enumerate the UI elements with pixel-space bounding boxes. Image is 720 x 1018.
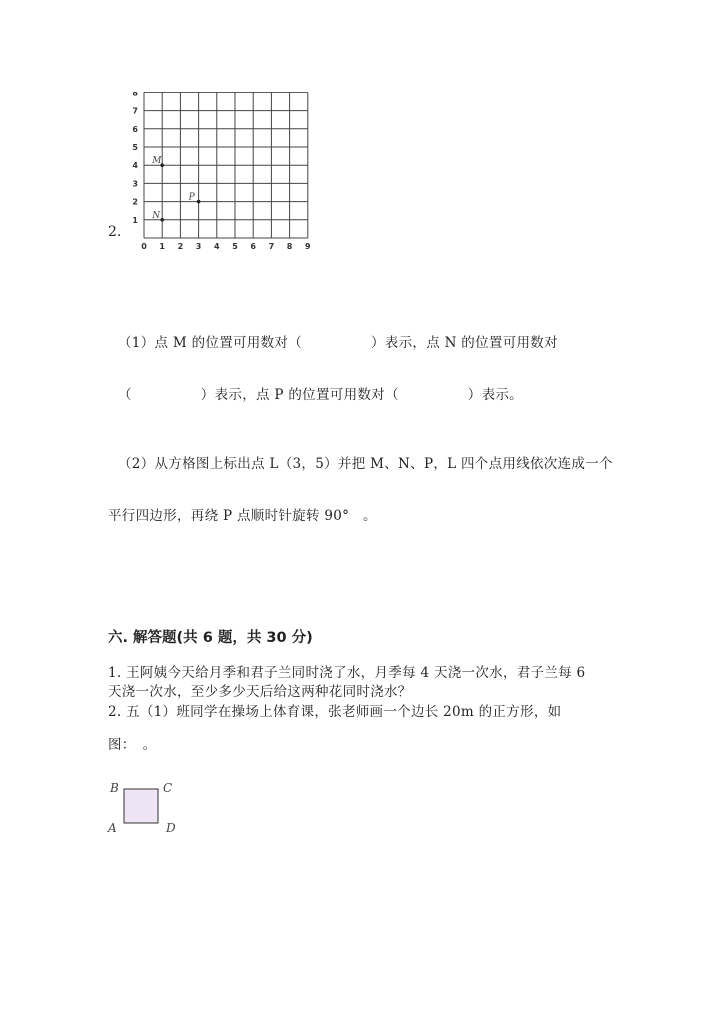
s6-q2-line1: 2. 五（1）班同学在操场上体育课，张老师画一个边长 20m 的正方形，如 xyxy=(108,704,562,720)
x-tick-label: 7 xyxy=(268,242,275,251)
label-a: A xyxy=(108,821,117,835)
point-label-n: N xyxy=(152,210,161,221)
x-tick-label: 8 xyxy=(286,242,293,251)
part1-line2: （ ）表示，点 P 的位置可用数对（ ）表示。 xyxy=(118,387,523,403)
grid-svg xyxy=(126,92,316,252)
x-tick-label: 0 xyxy=(141,242,147,251)
part2-line2: 平行四边形，再绕 P 点顺时针旋转 90° 。 xyxy=(108,508,377,524)
label-b: B xyxy=(110,781,119,795)
coordinate-grid xyxy=(126,92,316,252)
s6-q2-line2: 图： 。 xyxy=(108,737,157,753)
x-tick-label: 5 xyxy=(232,242,238,251)
part1-line1: （1）点 M 的位置可用数对（ ）表示，点 N 的位置可用数对 xyxy=(118,335,558,351)
s6-q1-line2: 天浇一次水，至少多少天后给这两种花同时浇水？ xyxy=(108,684,412,700)
x-tick-label: 2 xyxy=(177,242,184,251)
square-figure xyxy=(106,780,186,840)
x-tick-label: 4 xyxy=(214,242,220,251)
y-tick-label: 8 xyxy=(132,92,138,98)
y-tick-label: 4 xyxy=(132,161,138,171)
section-heading: 六. 解答题(共 6 题，共 30 分) xyxy=(108,630,313,646)
x-tick-label: 6 xyxy=(250,242,256,251)
y-tick-label: 5 xyxy=(132,143,138,152)
x-tick-label: 1 xyxy=(159,242,165,251)
y-tick-label: 7 xyxy=(132,106,138,116)
label-c: C xyxy=(163,781,173,795)
y-tick-label: 6 xyxy=(132,124,138,134)
label-d: D xyxy=(166,821,176,835)
question-number: 2. xyxy=(108,224,122,240)
square-abcd xyxy=(124,789,158,823)
point-label-m: M xyxy=(152,156,162,167)
s6-q1-line1: 1. 王阿姨今天给月季和君子兰同时浇了水，月季每 4 天浇一次水，君子兰每 6 xyxy=(108,665,586,681)
y-tick-label: 3 xyxy=(132,179,138,189)
y-tick-label: 1 xyxy=(132,215,138,225)
point-label-p: P xyxy=(188,192,195,203)
x-tick-label: 3 xyxy=(195,242,202,251)
point-p xyxy=(197,200,201,204)
part2-line1: （2）从方格图上标出点 L（3，5）并把 M、N、P，L 四个点用线依次连成一个 xyxy=(118,456,613,472)
y-tick-label: 2 xyxy=(132,197,138,207)
x-tick-label: 9 xyxy=(305,242,311,251)
point-n xyxy=(160,218,164,222)
